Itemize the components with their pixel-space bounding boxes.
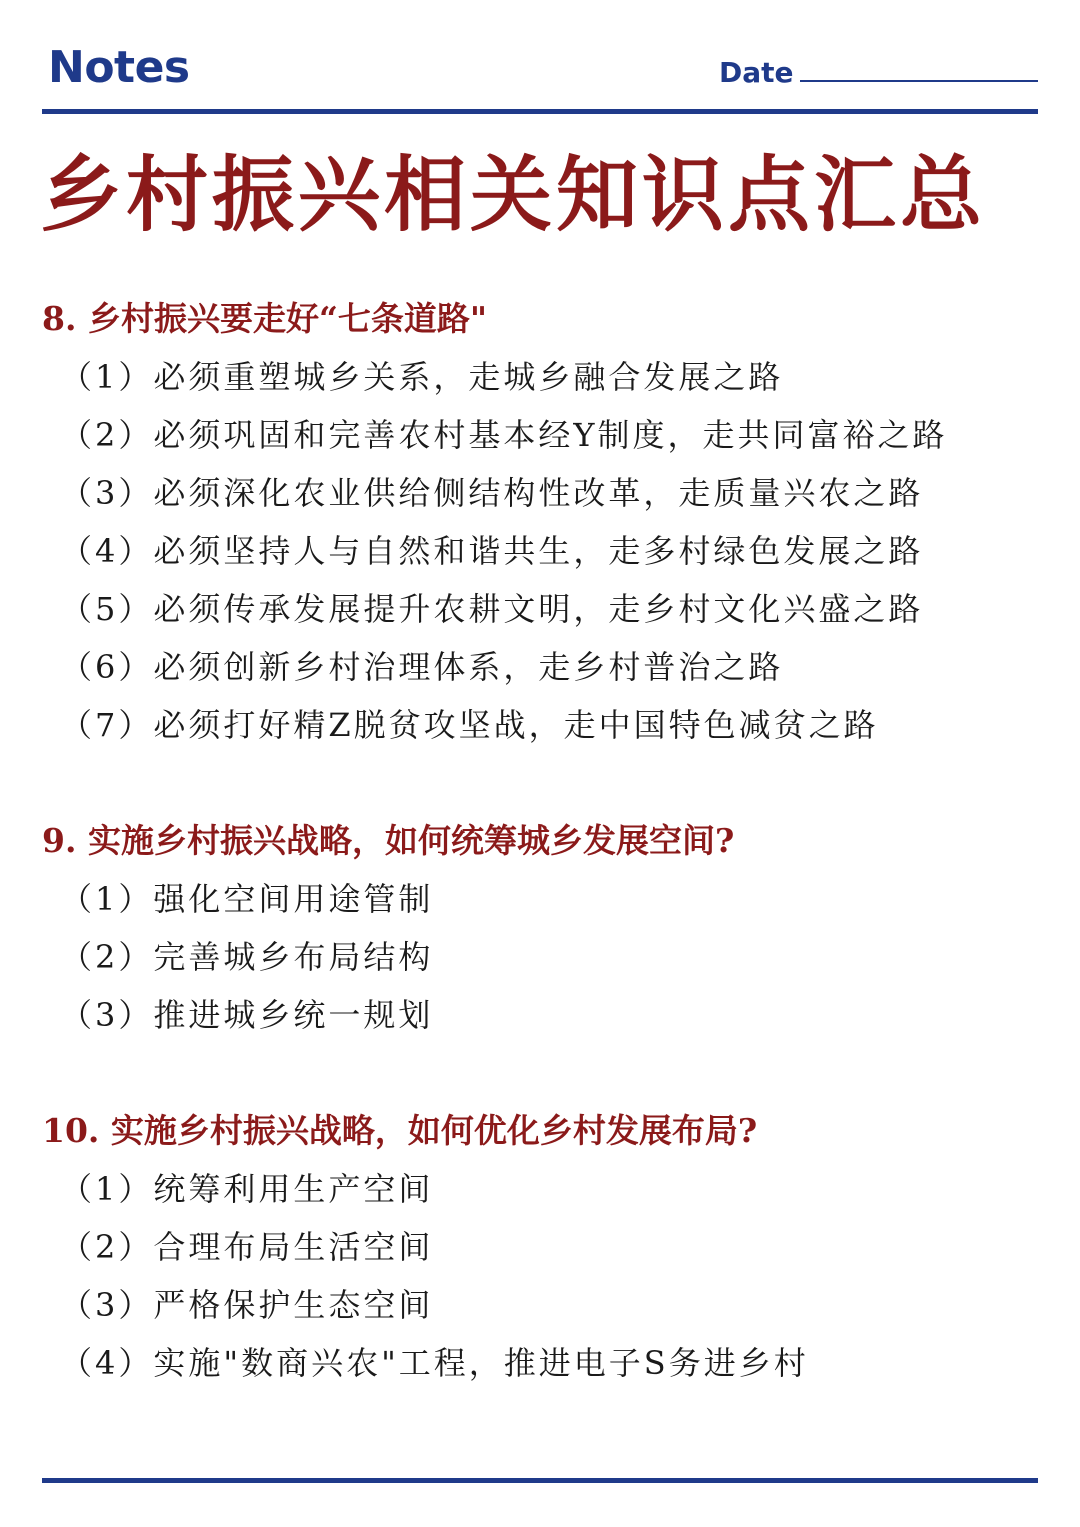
list-item: （1）统筹利用生产空间 — [60, 1170, 434, 1208]
list-item: （7）必须打好精Z脱贫攻坚战，走中国特色减贫之路 — [60, 706, 879, 744]
list-item: （4）必须坚持人与自然和谐共生，走多村绿色发展之路 — [60, 532, 924, 570]
list-item: （2）合理布局生活空间 — [60, 1228, 434, 1266]
list-item: （2）完善城乡布局结构 — [60, 938, 434, 976]
date-blank-line — [800, 80, 1038, 82]
top-divider — [42, 109, 1038, 114]
section-8 — [42, 296, 1042, 760]
section-heading: 10. 实施乡村振兴战略，如何优化乡村发展布局? — [42, 1111, 758, 1150]
list-item: （5）必须传承发展提升农耕文明，走乡村文化兴盛之路 — [60, 590, 924, 628]
date-label: Date — [719, 56, 794, 89]
list-item: （3）必须深化农业供给侧结构性改革，走质量兴农之路 — [60, 474, 924, 512]
notes-label: Notes — [48, 42, 190, 93]
section-heading: 9. 实施乡村振兴战略，如何统筹城乡发展空间? — [42, 821, 735, 860]
list-item: （6）必须创新乡村治理体系，走乡村普治之路 — [60, 648, 784, 686]
list-item: （4）实施"数商兴农"工程，推进电子S务进乡村 — [60, 1344, 809, 1382]
section-10 — [42, 1108, 1042, 1398]
section-9 — [42, 818, 1042, 1050]
list-item: （3）严格保护生态空间 — [60, 1286, 434, 1324]
section-heading: 8. 乡村振兴要走好“七条道路" — [42, 299, 488, 338]
page-title: 乡村振兴相关知识点汇总 — [40, 147, 987, 243]
bottom-divider — [42, 1478, 1038, 1483]
list-item: （1）强化空间用途管制 — [60, 880, 434, 918]
list-item: （2）必须巩固和完善农村基本经Y制度，走共同富裕之路 — [60, 416, 948, 454]
list-item: （1）必须重塑城乡关系，走城乡融合发展之路 — [60, 358, 784, 396]
list-item: （3）推进城乡统一规划 — [60, 996, 434, 1034]
